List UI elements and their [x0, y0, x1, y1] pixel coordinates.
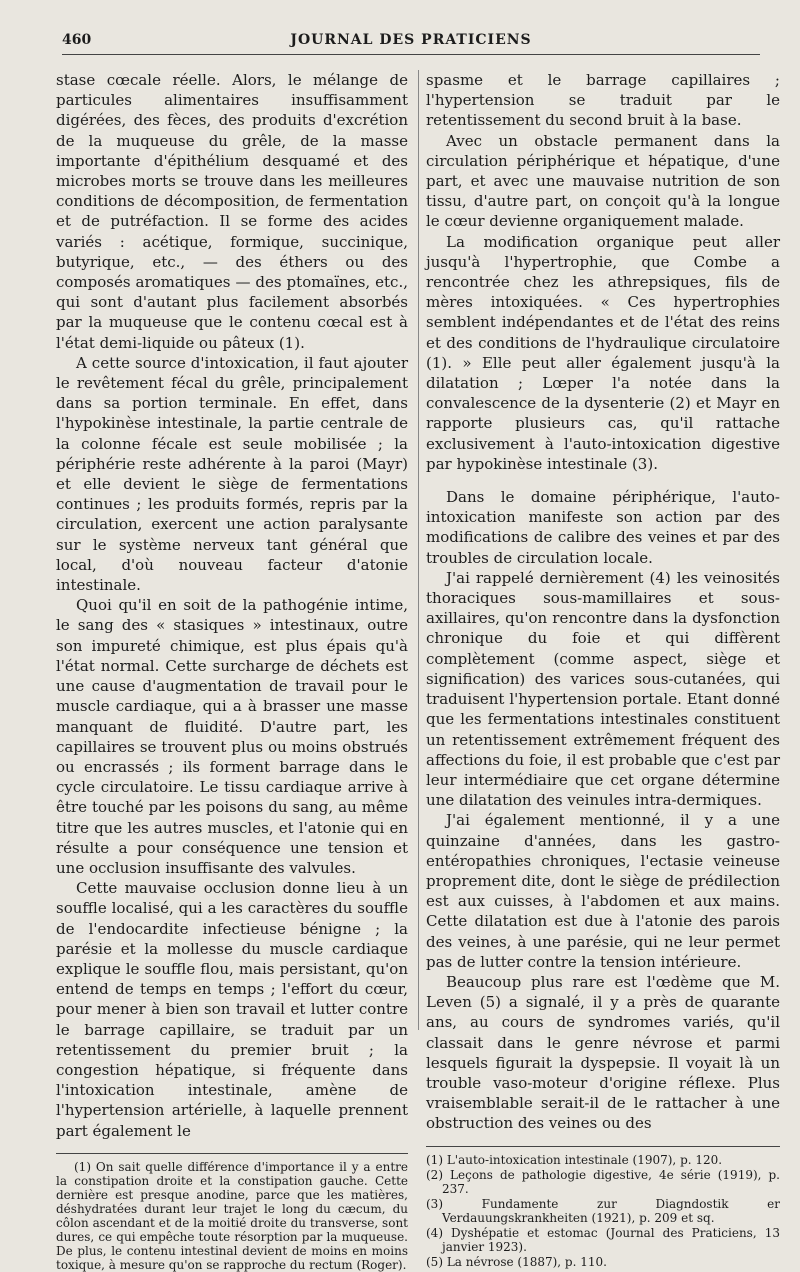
footnote: (3) Fundamente zur Diagndostik er Verdauungskrankheiten (1921), p. 209 et sq. [426, 1196, 780, 1225]
body-paragraph: Beaucoup plus rare est l'œdème que M. Leven (5) a signalé, il y a près de quarante ans, au cours de syndromes variés, qu'il classait dans le genre névrose et parmi lesquels figurait la dyspepsie. Il voyait là un trouble vaso-moteur d'origine réflexe. Plus vraisemblable serait-il de le rattacher à une obstruction des veines ou des [426, 972, 780, 1133]
body-paragraph: stase cœcale réelle. Alors, le mélange de particules alimentaires insuffisamment digérées, des fèces, des produits d'excrétion de la muqueuse du grêle, de la masse importante d'épithélium desquamé et des microbes morts se trouve dans les meilleures conditions de décomposition, de fermentation et de putréfaction. Il se forme des acides variés : acétique, formique, succinique, butyrique, etc., — des éthers ou des composés aromatiques — des ptomaïnes, etc., qui sont d'autant plus facilement absorbés par la muqueuse que le contenu cœcal est à l'état demi-liquide ou pâteux (1). [56, 71, 408, 352]
footnotes-right [426, 1153, 780, 1269]
right-column [426, 70, 780, 1270]
body-paragraph: A cette source d'intoxication, il faut ajouter le revêtement fécal du grêle, principalement dans sa portion terminale. En effet, dans l'hypokinèse intestinale, la partie centrale de la colonne fécale est seule mobilisée ; la périphérie reste adhérente à la paroi (Mayr) et elle devient le siège de fermentations continues ; les produits formés, repris par la circulation, exercent une action paralysante sur le système nerveux tant général que local, d'où nouveau facteur d'atonie intestinale. [56, 353, 408, 595]
body-paragraph: Dans le domaine périphérique, l'auto-intoxication manifeste son action par des modifications de calibre des veines et par des troubles de circulation locale. [426, 488, 780, 567]
body-paragraph: spasme et le barrage capillaires ; l'hypertension se traduit par le retentissement du second bruit à la base. [426, 71, 780, 130]
footnote: (2) Leçons de pathologie digestive, 4e série (1919), p. 237. [426, 1167, 780, 1196]
body-paragraph: J'ai également mentionné, il y a une quinzaine d'années, dans les gastro-entéropathies chroniques, l'ectasie veineuse proprement dite, dont le siège de prédilection est aux cuisses, à l'abdomen et aux mains. Cette dilatation est due à l'atonie des parois des veines, à une parésie, qui ne leur permet pas de lutter contre la tension intérieure. [426, 811, 780, 971]
body-paragraph: La modification organique peut aller jusqu'à l'hypertrophie, que Combe a rencontrée chez les athrepsiques, fils de mères intoxiquées. « Ces hypertrophies semblent indépendantes et de l'état des reins et des conditions de l'hydraulique circulatoire (1). » Elle peut aller également jusqu'à la dilatation ; Lœper l'a notée dans la convalescence de la dysenterie (2) et Mayr en rapporte plusieurs cas, qu'il rattache exclusivement à l'auto-intoxication digestive par hypokinèse intestinale (3). [426, 232, 780, 473]
column-divider [418, 70, 419, 1030]
footnote: (5) La névrose (1887), p. 110. [426, 1254, 607, 1269]
footnote: (4) Dyshépatie et estomac (Journal des Praticiens, 13 janvier 1923). [426, 1225, 780, 1254]
left-column [56, 70, 408, 1272]
footnote-rule [426, 1146, 780, 1147]
body-paragraph: J'ai rappelé dernièrement (4) les veinosités thoraciques sous-mamillaires et sous-axillaires, qu'on rencontre dans la dysfonction chronique du foie et qui diffèrent complètement (comme aspect, siège et signification) des varices sous-cutanées, qui traduisent l'hypertension portale. Etant donné que les fermentations intestinales constituent un retentissement extrêmement fréquent des affections du foie, il est probable que c'est par leur intermédiaire que cet organe détermine une dilatation des veinules intra-dermiques. [426, 568, 780, 810]
body-paragraph: Avec un obstacle permanent dans la circulation périphérique et hépatique, d'une part, et avec une mauvaise nutrition de son tissu, d'autre part, on conçoit qu'à la longue le cœur devienne organiquement malade. [426, 131, 780, 231]
footnote-rule [56, 1153, 408, 1154]
section-gap [426, 474, 780, 487]
journal-title: JOURNAL DES PRATICIENS [290, 32, 532, 48]
footnote: (1) On sait quelle différence d'importance il y a entre la constipation droite et la constipation gauche. Cette dernière est presque anodine, parce que les matières, déshydratées durant leur trajet le long du cæcum, du côlon ascendant et de la moitié droite du transverse, sont dures, ce qui empêche toute résorption par la muqueuse. De plus, le contenu intestinal devient de moins en moins toxique, à mesure qu'on se rapproche du rectum (Roger). [56, 1159, 408, 1272]
footnote: (1) L'auto-intoxication intestinale (1907), p. 120. [426, 1152, 723, 1167]
body-paragraph: Cette mauvaise occlusion donne lieu à un souffle localisé, qui a les caractères du souffle de l'endocardite infectieuse bénigne ; la parésie et la mollesse du muscle cardiaque explique le souffle flou, mais persistant, qu'on entend de temps en temps ; l'effort du cœur, pour mener à bien son travail et lutter contre le barrage capillaire, se traduit par un retentissement du premier bruit ; la congestion hépatique, si fréquente dans l'intoxication intestinale, amène de l'hypertension artérielle, à laquelle prennent part également le [56, 879, 408, 1140]
page-header [62, 30, 760, 55]
page-number: 460 [62, 32, 92, 48]
footnotes-left [56, 1160, 408, 1272]
body-paragraph: Quoi qu'il en soit de la pathogénie intime, le sang des « stasiques » intestinaux, outre son impureté chimique, est plus épais qu'à l'état normal. Cette surcharge de déchets est une cause d'augmentation de travail pour le muscle cardiaque, qui a à brasser une masse manquant de fluidité. D'autre part, les capillaires se trouvent plus ou moins obstrués ou encrassés ; ils forment barrage dans le cycle circulatoire. Le tissu cardiaque arrive à être touché par les poisons du sang, au même titre que les autres muscles, et l'atonie qui en résulte a pour conséquence une tension et une occlusion insuffisante des valvules. [56, 596, 408, 877]
